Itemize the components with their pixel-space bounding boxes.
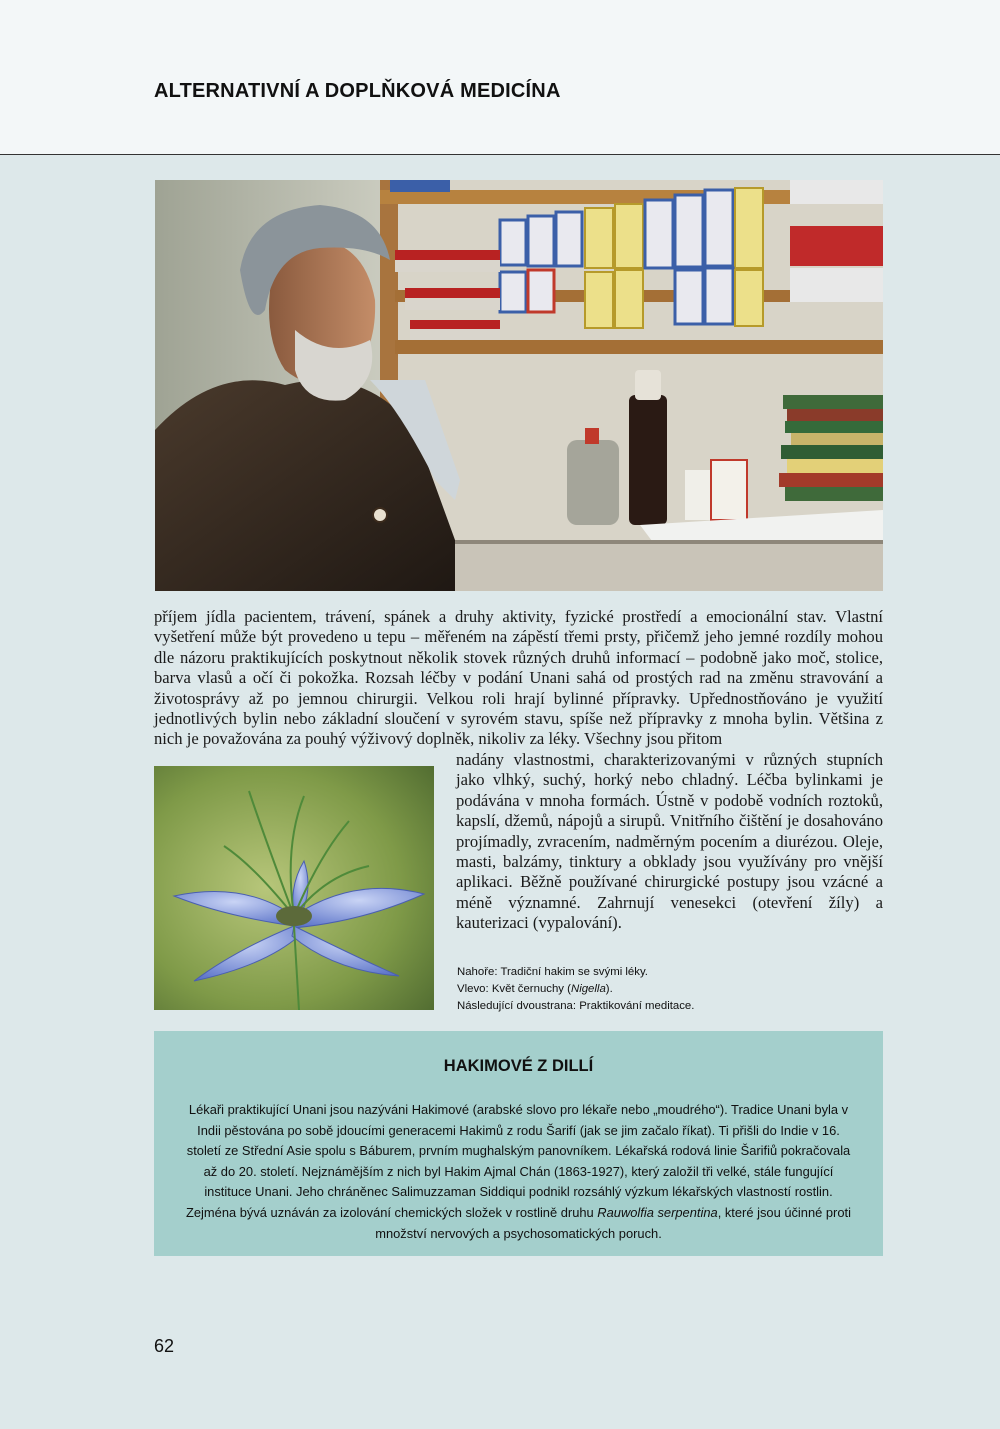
sidebar-title: HAKIMOVÉ Z DILLÍ (443, 1057, 594, 1075)
sidebar-text-italic: Rauwolfia serpentina (597, 1204, 718, 1220)
hakim-photo (155, 180, 883, 591)
body-paragraph-wide: příjem jídla pacientem, trávení, spánek a druhy aktivity, fyzické prostředí a emocionální stav. Vlastní vyšetření může být provedeno u tepu – měřeném na zápěstí třemi prsty, přičemž jeho jemné rozdíly mohou dle názoru praktikujících poskytnout několik stovek různých druhů informací – podobně jako moč, stolice, barva vlasů a očí či pokožka. Rozsah léčby v podání Unani sahá od prostých rad na změnu stravování a životosprávy až po jemnou chirurgii. Velkou roli hrají bylinné přípravky. Upřednostňováno je využití jednotlivých bylin nebo základní sloučení v syrovém stavu, spíše než přípravky z mnoha bylin. Většina z nich je považována za pouhý výživový doplněk, nikoliv za léky. Všechny jsou přitom (154, 607, 883, 749)
sidebar-text (184, 1100, 853, 1244)
sidebar-text-end: , které jsou účinné proti množství nervových a psychosomatických poruch. (375, 1204, 851, 1241)
nigella-flower-photo (154, 766, 434, 1010)
caption-left-italic: Nigella (570, 983, 606, 995)
body-paragraph-narrow: nadány vlastnostmi, charakterizovanými v různých stupních jako vlhký, suchý, horký nebo chladný. Léčba bylinkami je podávána v mnoha formách. Ústně v podobě vodních roztoků, kapslí, džemů, nápojů a sirupů. Vnitřního čištění je dosahováno projímadly, zvracením, nadměrným pocením a diurézou. Oleje, masti, balzámy, tinktury a obklady jsou využívány pro vnější aplikaci. Běžně používané chirurgické postupy jsou vzácné a méně významné. Zahrnují venesekci (otevření žíly) a kauterizaci (vypalování). (456, 750, 883, 933)
caption-left-suffix: ). (605, 983, 613, 995)
page-number: 62 (154, 1336, 175, 1356)
caption-left (457, 981, 877, 998)
sidebar-box (154, 1031, 883, 1256)
caption-next: Následující dvoustrana: Praktikování meditace. (457, 1000, 695, 1012)
running-head: ALTERNATIVNÍ A DOPLŇKOVÁ MEDICÍNA (154, 80, 561, 102)
caption-top: Nahoře: Tradiční hakim se svými léky. (457, 966, 648, 978)
sidebar-text-main: Lékaři praktikující Unani jsou nazýváni Hakimové (arabské slovo pro lékaře nebo „moudrého“). Tradice Unani byla v Indii pěstována po sobě jdoucími generacemi Hakimů z rodu Šarifí (jak se jim začalo říkat). Ti přišli do Indie v 16. století ze Střední Asie spolu s Báburem, prvním mughalským panovníkem. Lékařská rodová linie Šarifiů pokračovala až do 20. století. Nejznámějším z nich byl Hakim Ajmal Chán (1863-1927), který založil tři velké, stále fungující instituce Unani. Jeho chráněnec Salimuzzaman Siddiqui podnikl rozsáhlý výzkum lékařských vlastností rostlin. Zejména bývá uznáván za izolování chemických složek v rostlině druhu (186, 1102, 851, 1220)
caption-left-prefix: Vlevo: Květ černuchy ( (457, 983, 571, 995)
photo-captions (457, 964, 877, 1015)
header-band (0, 0, 1000, 155)
